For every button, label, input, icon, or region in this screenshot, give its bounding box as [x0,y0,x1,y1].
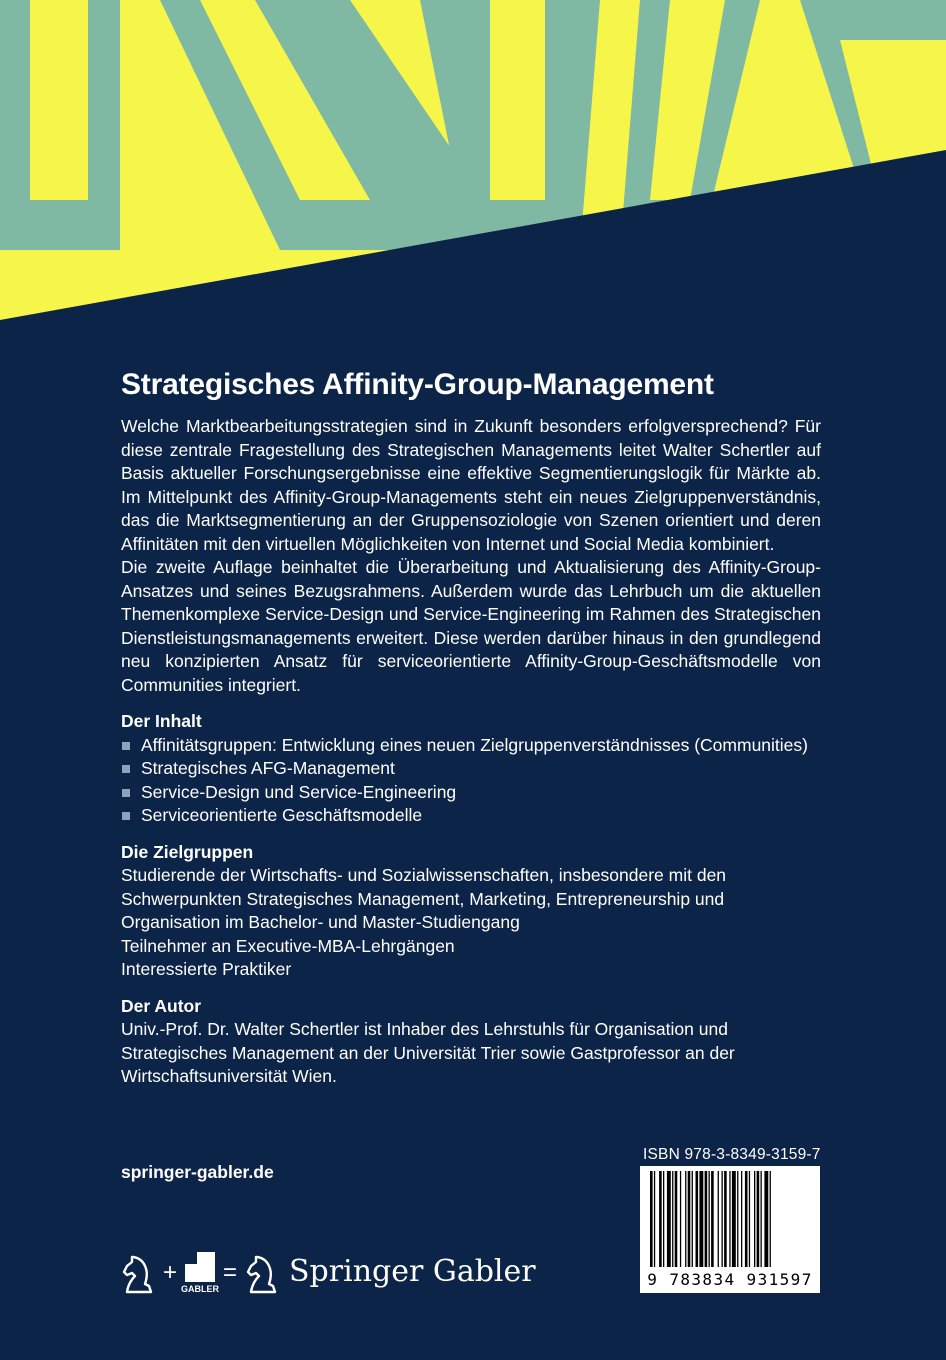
list-item-text: Affinitätsgruppen: Entwicklung eines neuen Zielgruppenverständnisses (Communities) [141,734,808,755]
audience-list [121,864,821,982]
springer-gabler-wordmark: Springer Gabler [289,1254,536,1289]
cover-artwork [0,0,946,390]
audience-line: Teilnehmer an Executive-MBA-Lehrgängen [121,935,455,956]
isbn-label: ISBN 978-3-8349-3159-7 [643,1146,821,1163]
list-item [121,757,821,781]
gabler-label: GABLER [181,1284,219,1294]
bullet-square-icon [122,812,130,820]
barcode-digits: 9 783834 931597 [647,1270,813,1289]
publisher-logo [121,1250,536,1298]
logo-equals: = [223,1259,238,1286]
contents-heading: Der Inhalt [121,711,202,731]
audience-line: Interessierte Praktiker [121,959,292,979]
bullet-square-icon [122,742,130,750]
audience-heading: Die Zielgruppen [121,841,254,862]
publisher-website: springer-gabler.de [121,1162,274,1182]
back-cover-text [121,365,821,1089]
gabler-logo-icon [183,1250,217,1284]
springer-knight-icon [245,1252,281,1296]
list-item-text: Service-Design und Service-Engineering [141,781,457,802]
list-item-text: Serviceorientierte Geschäftsmodelle [141,805,423,825]
barcode-bars [648,1171,812,1267]
author-heading: Der Autor [121,995,202,1016]
contents-list [121,734,821,828]
logo-plus: + [163,1259,178,1286]
bullet-square-icon [122,789,130,797]
blurb-paragraph-2: Die zweite Auflage beinhaltet die Überarbeitung und Aktualisierung des Affinity-Group-Ansatzes und seines Bezugsrahmens. Außerdem wurde das Lehrbuch um die aktuellen Themenkomplexe Service-Design und Service-Engineering im Rahmen des Strategischen Dienstleistungsmanagements erweitert. Diese werden darüber hinaus in den grundlegend neu konzipierten Ansatz für serviceorientierte Affinity-Group-Geschäftsmodelle von Communities integriert. [121,557,821,695]
springer-knight-icon [121,1252,157,1296]
list-item-text: Strategisches AFG-Management [141,758,395,778]
blurb-paragraph-1: Welche Marktbearbeitungsstrategien sind in Zukunft besonders erfolgversprechend? Für diese zentrale Fragestellung des Strategischen Managements leitet Walter Schertler auf Basis aktueller Forschungsergebnisse eine effektive Segmentierungslogik für Märkte ab. Im Mittelpunkt des Affinity-Group-Managements steht ein neues Zielgruppenverständnis, das die Marktsegmentierung an der Gruppensoziologie von Szenen orientiert und deren Affinitäten mit den virtuellen Möglichkeiten von Internet und Social Media kombiniert. [121,416,821,554]
list-item [121,734,821,758]
barcode [640,1166,820,1293]
book-title: Strategisches Affinity-Group-Management [121,368,714,401]
author-bio: Univ.-Prof. Dr. Walter Schertler ist Inhaber des Lehrstuhls für Organisation und Strategisches Management an der Universität Trier sowie Gastprofessor an der Wirtschaftsuniversität Wien. [121,1019,735,1086]
bullet-square-icon [122,765,130,773]
list-item [121,804,821,828]
audience-line: Studierende der Wirtschafts- und Sozialwissenschaften, insbesondere mit den Schwerpunkten Strategisches Management, Marketing, Entrepreneurship und Organisation im Bachelor- und Master-Studiengang [121,865,727,932]
list-item [121,781,821,805]
